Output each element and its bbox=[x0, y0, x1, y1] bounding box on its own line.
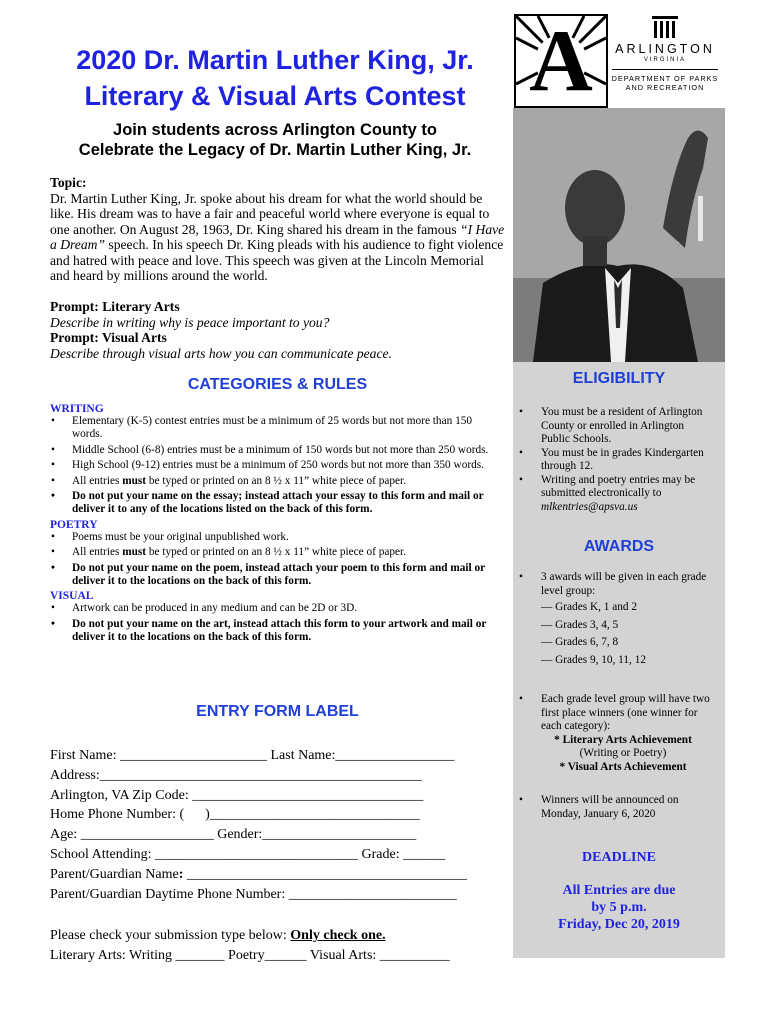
prompt-visual-text: Describe through visual arts how you can communicate peace. bbox=[50, 345, 392, 361]
logo-state: VIRGINIA bbox=[643, 57, 687, 63]
title-line-1: 2020 Dr. Martin Luther King, Jr. bbox=[76, 45, 474, 75]
name-fields[interactable]: First Name: _____________________ Last Name:_________________ bbox=[50, 748, 455, 763]
list-item: • You must be a resident of Arlington County or enrolled in Arlington Public Schools. bbox=[513, 406, 715, 447]
guardian-name-field[interactable] bbox=[50, 865, 510, 885]
subtitle bbox=[40, 120, 510, 160]
grade-group: — Grades 3, 4, 5 bbox=[541, 618, 619, 631]
awards-text: • 3 awards will be given in each grade level group: bbox=[541, 571, 707, 597]
guardian-phone-field[interactable]: Parent/Guardian Daytime Phone Number: ________________________ bbox=[50, 886, 457, 902]
categories-section bbox=[50, 403, 502, 647]
award-literary: * Literary Arts Achievement bbox=[554, 733, 692, 746]
rule-text: be typed or printed on an 8 ½ x 11” white piece of paper. bbox=[146, 546, 407, 559]
topic-text-2: speech. In his speech Dr. King pleads with his audience to fight violence and hatred with peace and love. This speech was given at the Lincoln Memorial and heard by millions around the world. bbox=[50, 237, 504, 283]
grade-group: — Grades 6, 7, 8 bbox=[541, 636, 619, 648]
school-grade-fields[interactable]: School Attending: _____________________________ Grade: ______ bbox=[50, 846, 446, 862]
awards-heading: AWARDS bbox=[583, 538, 655, 555]
eligibility-list bbox=[513, 406, 715, 514]
eligibility-heading: ELIGIBILITY bbox=[572, 370, 666, 387]
list-item bbox=[513, 693, 715, 774]
list-item: • High School (9-12) entries must be a minimum of 250 words but not more than 350 words. bbox=[50, 459, 502, 472]
page-title bbox=[40, 42, 510, 114]
deadline-line-3: Friday, Dec 20, 2019 bbox=[558, 917, 680, 932]
subtitle-line-1: Join students across Arlington County to bbox=[113, 121, 437, 139]
arlington-wordmark bbox=[610, 14, 720, 92]
guardian-name-label: Parent/Guardian Name bbox=[50, 866, 179, 882]
title-line-2: Literary & Visual Arts Contest bbox=[84, 81, 466, 111]
awards-text: • Each grade level group will have two first place winners (one winner for each category): bbox=[541, 693, 710, 732]
only-check-one: Only check one. bbox=[290, 928, 386, 943]
entry-form bbox=[50, 746, 510, 904]
address-field[interactable]: Address:______________________________________________ bbox=[50, 767, 422, 783]
topic-heading: Topic: bbox=[50, 175, 87, 190]
logo-letter: A bbox=[529, 14, 593, 108]
topic-text-italic: “I Have a Dream” bbox=[50, 221, 505, 252]
zip-field[interactable]: Arlington, VA Zip Code: _________________________________ bbox=[50, 787, 424, 803]
submission-section bbox=[50, 926, 510, 966]
logo-name: ARLINGTON bbox=[615, 42, 715, 56]
list-item: • Elementary (K-5) contest entries must be a minimum of 25 words but not more than 150 words. bbox=[50, 415, 502, 442]
list-item bbox=[513, 474, 715, 515]
writing-rules bbox=[50, 415, 502, 517]
topic-text-1: Dr. Martin Luther King, Jr. spoke about his dream for what the world should be like. His dream was to have a fair and peaceful world where everyone is equal to one another. On August 28, 1963, Dr. King shared his dream in the famous bbox=[50, 190, 490, 237]
grade-group: — Grades K, 1 and 2 bbox=[541, 601, 638, 613]
home-phone-field[interactable]: Home Phone Number: ( )______________________________ bbox=[50, 807, 420, 823]
visual-rules bbox=[50, 602, 502, 644]
prompt-visual-heading: Prompt: Visual Arts bbox=[50, 330, 167, 345]
mlk-portrait-icon bbox=[513, 108, 725, 362]
deadline-line-1: All Entries are due bbox=[562, 883, 676, 898]
grade-group: — Grades 9, 10, 11, 12 bbox=[541, 653, 647, 666]
awards-list bbox=[513, 571, 715, 821]
prompt-literary-text: Describe in writing why is peace important to you? bbox=[50, 314, 330, 330]
prompts-section bbox=[50, 299, 505, 361]
entry-form-heading: ENTRY FORM LABEL bbox=[196, 703, 359, 720]
categories-heading: CATEGORIES & RULES bbox=[187, 376, 368, 393]
writing-label: WRITING bbox=[50, 403, 104, 415]
list-item bbox=[50, 475, 502, 488]
topic-paragraph bbox=[50, 191, 505, 284]
poetry-rules bbox=[50, 531, 502, 589]
prompt-literary-heading: Prompt: Literary Arts bbox=[50, 299, 180, 314]
rule-emphasis: must bbox=[122, 474, 147, 487]
rule-text: be typed or printed on an 8 ½ x 11” white piece of paper. bbox=[146, 474, 407, 487]
submission-instructions bbox=[50, 926, 510, 946]
arlington-a-logo bbox=[514, 14, 608, 108]
dept-line-2: AND RECREATION bbox=[625, 83, 705, 92]
submission-type-fields[interactable]: Literary Arts: Writing _______ Poetry______ Visual Arts: __________ bbox=[50, 947, 450, 963]
rule-text: All entries bbox=[72, 546, 123, 559]
list-item: • Do not put your name on the essay; instead attach your essay to this form and mail or deliver it to any of the locations listed on the back of this form. bbox=[50, 490, 502, 517]
list-item bbox=[50, 546, 502, 559]
list-item: • Do not put your name on the art, instead attach this form to your artwork and mail or deliver it to the locations on the back of this form. bbox=[50, 618, 502, 645]
award-visual: * Visual Arts Achievement bbox=[559, 760, 687, 773]
arlington-house-icon bbox=[650, 14, 680, 40]
list-item: • Artwork can be produced in any medium and can be 2D or 3D. bbox=[50, 602, 502, 615]
email-link[interactable]: mlkentries@apsva.us bbox=[541, 500, 638, 513]
logo-divider bbox=[612, 69, 718, 70]
sidebar bbox=[513, 362, 725, 958]
poetry-label: POETRY bbox=[50, 518, 98, 531]
list-item: • Do not put your name on the poem, instead attach your poem to this form and mail or deliver it to the locations on the back of this form. bbox=[50, 562, 502, 589]
deadline-heading: DEADLINE bbox=[582, 850, 656, 865]
eligibility-text: Writing and poetry entries may be submitted electronically to bbox=[541, 473, 696, 499]
list-item: • Middle School (6-8) entries must be a minimum of 150 words but not more than 250 words. bbox=[50, 444, 502, 457]
guardian-name-colon: : bbox=[178, 866, 184, 882]
age-gender-fields[interactable]: Age: ___________________ Gender:______________________ bbox=[50, 827, 417, 843]
visual-label: VISUAL bbox=[50, 590, 94, 603]
guardian-name-blank: ________________________________________ bbox=[183, 866, 467, 882]
list-item bbox=[513, 571, 715, 667]
topic-section bbox=[50, 175, 505, 284]
rule-emphasis: must bbox=[122, 546, 147, 559]
deadline-section bbox=[513, 850, 725, 933]
dept-line-1: DEPARTMENT OF PARKS bbox=[611, 74, 719, 83]
list-item: • Poems must be your original unpublished work. bbox=[50, 531, 502, 544]
mlk-photo bbox=[513, 108, 725, 362]
deadline-line-2: by 5 p.m. bbox=[591, 900, 647, 915]
subtitle-line-2: Celebrate the Legacy of Dr. Martin Luther King, Jr. bbox=[78, 141, 472, 159]
submission-instructions-text: Please check your submission type below: bbox=[50, 928, 291, 943]
list-item: • Winners will be announced on Monday, January 6, 2020 bbox=[513, 794, 715, 821]
award-literary-sub: (Writing or Poetry) bbox=[579, 747, 667, 759]
rule-text: All entries bbox=[72, 474, 123, 487]
list-item: • You must be in grades Kindergarten through 12. bbox=[513, 447, 715, 474]
